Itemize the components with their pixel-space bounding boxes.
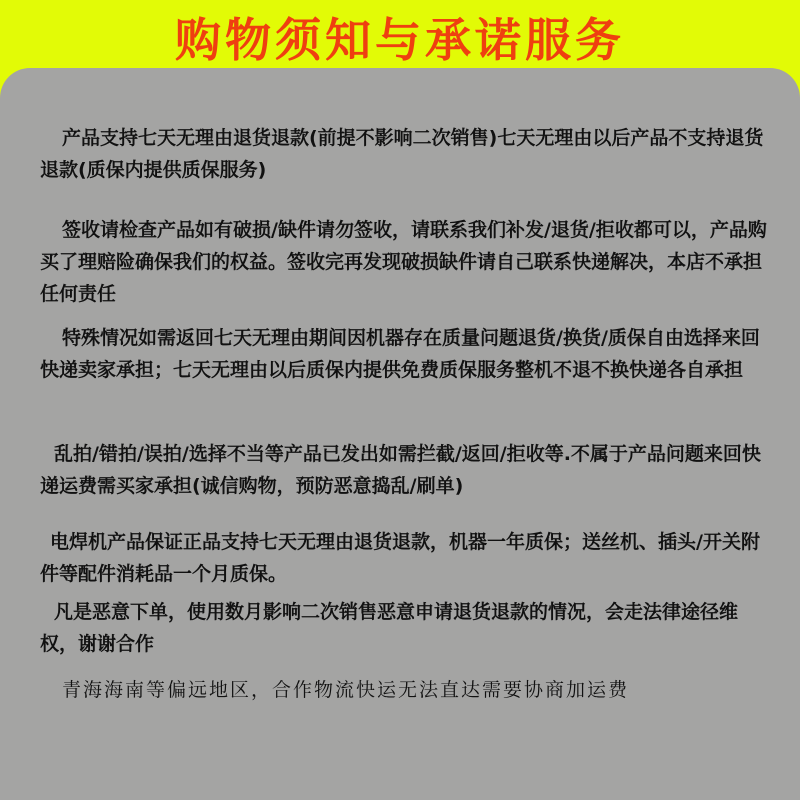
notice-delivery-inspection: 签收请检查产品如有破损/缺件请勿签收，请联系我们补发/退货/拒收都可以，产品购买了理赔险确保我们的权益。签收完再发现破损缺件请自己联系快递解决，本店不承担任何责任 xyxy=(40,219,767,305)
notice-quality-return-shipping: 特殊情况如需返回七天无理由期间因机器存在质量问题退货/换货/质保自由选择来回快递卖家承担；七天无理由以后质保内提供免费质保服务整机不退不换快递各自承担 xyxy=(40,327,760,381)
notice-malicious-orders: 凡是恶意下单，使用数月影响二次销售恶意申请退货退款的情况，会走法律途径维权，谢谢合作 xyxy=(40,601,739,655)
notice-remote-areas: 青海海南等偏远地区，合作物流快运无法直达需要协商加运费 xyxy=(62,679,630,701)
page-title: 购物须知与承诺服务 xyxy=(175,13,625,67)
notice-welder-warranty: 电焊机产品保证正品支持七天无理由退货退款，机器一年质保；送丝机、插头/开关附件等配件消耗品一个月质保。 xyxy=(40,531,760,585)
notice-wrong-order: 乱拍/错拍/误拍/选择不当等产品已发出如需拦截/返回/拒收等.不属于产品问题来回快递运费需买家承担(诚信购物，预防恶意捣乱/刷单) xyxy=(40,443,761,497)
notice-return-policy: 产品支持七天无理由退货退款(前提不影响二次销售)七天无理由以后产品不支持退货退款(质保内提供质保服务) xyxy=(40,127,764,181)
